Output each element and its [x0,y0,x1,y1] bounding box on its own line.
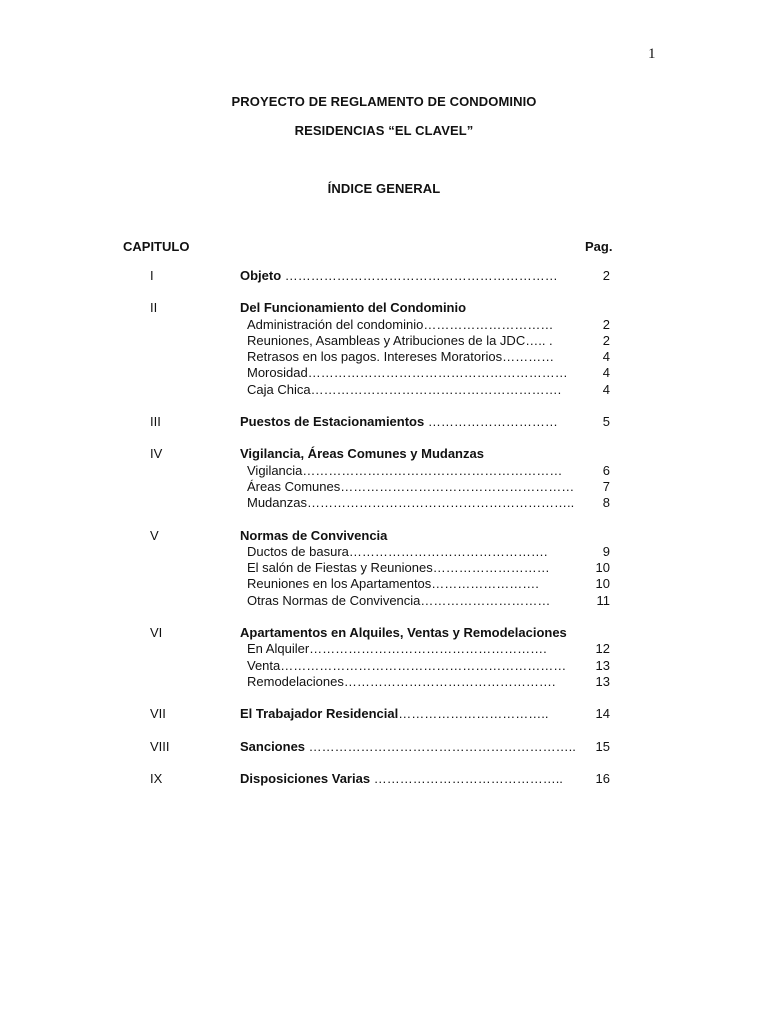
toc-chapter [0,446,768,511]
toc-entry [0,544,768,560]
entry-text: Venta………………………………………………………… [247,657,567,673]
toc-entry [0,495,768,511]
entry-text: Reuniones en los Apartamentos……………………. [247,576,539,592]
toc-entry [0,365,768,381]
chapter-number: VI [150,625,163,641]
page-ref: 13 [595,657,610,673]
toc-chapter [0,300,768,398]
toc-chapter [0,528,768,609]
entry-text: Otras Normas de Convivencia………………………… [247,592,551,608]
chapter-title-group [240,625,567,641]
chapter-title-line [0,771,768,787]
toc-entry [0,382,768,398]
chapter-title-line [0,706,768,722]
chapter-title: Sanciones [240,738,306,754]
chapter-title: Disposiciones Varias [240,770,371,786]
page-ref: 4 [602,349,610,365]
entry-text: En Alquiler………………………………………………. [247,641,547,657]
chapter-number: IX [150,770,163,786]
page-ref: 9 [602,543,610,559]
toc-entry [0,658,768,674]
chapter-title-group [240,446,484,462]
chapter-number: V [150,527,159,543]
chapter-title: Normas de Convivencia [240,527,388,543]
chapter-title: Objeto [240,268,282,283]
chapter-number: VII [150,706,166,722]
page-ref: 7 [602,478,610,494]
page-ref: 10 [595,576,610,592]
toc-chapter [0,739,768,755]
page-ref: 2 [602,332,610,348]
chapter-title-line [0,446,768,462]
leader-dots: …………………………….. [398,706,549,722]
page-ref: 12 [595,641,610,657]
page-ref: 8 [602,495,610,511]
toc-entry [0,641,768,657]
page-ref: 11 [596,592,610,608]
entry-text: Caja Chica…………………………………………………. [247,381,562,397]
entry-text: Reuniones, Asambleas y Atribuciones de la JDC….. . [247,332,553,348]
document-title: PROYECTO DE REGLAMENTO DE CONDOMINIO [231,94,537,109]
page-ref: 15 [595,738,610,754]
document-subtitle: RESIDENCIAS “EL CLAVEL” [294,123,474,138]
page-ref: 4 [602,365,610,381]
chapter-title-line [0,528,768,544]
chapter-number: I [150,268,154,283]
entry-text: Administración del condominio………………………… [247,316,554,332]
page-number: 1 [648,46,656,62]
page-ref: 6 [602,462,610,478]
page-ref: 2 [602,316,610,332]
page-ref: 2 [602,268,610,283]
entry-text: El salón de Fiestas y Reuniones……………………… [247,560,550,576]
entry-text: Mudanzas…………………………………………………….. [247,495,575,511]
entry-text: Retrasos en los pagos. Intereses Moratorios………… [247,349,555,365]
chapter-title-line [0,414,768,430]
chapter-title: Vigilancia, Áreas Comunes y Mudanzas [240,446,484,462]
toc-entry [0,560,768,576]
entry-text: Áreas Comunes……………………………………………… [247,478,575,494]
toc-entry [0,463,768,479]
toc-entry [0,593,768,609]
page-ref: 5 [602,414,610,430]
chapter-title-group [240,739,576,755]
page-column-header: Pag. [585,239,613,254]
toc-chapter [0,625,768,690]
toc-entry [0,674,768,690]
chapter-title-line [0,739,768,755]
chapter-column-header: CAPITULO [123,239,190,254]
chapter-title-line [0,268,768,284]
page-ref: 16 [595,770,610,786]
toc-chapter [0,414,768,430]
toc-entry [0,349,768,365]
page-ref: 4 [602,381,610,397]
chapter-title: Puestos de Estacionamientos [240,414,425,430]
entry-text: Morosidad…………………………………………………… [247,365,568,381]
toc-chapter [0,771,768,787]
chapter-title-group [240,528,387,544]
leader-dots: ……………………………………………………… [281,268,558,283]
chapter-number: III [150,414,161,430]
chapter-number: IV [150,446,163,462]
index-title: ÍNDICE GENERAL [327,181,441,196]
entry-text: Remodelaciones…………………………………………. [247,673,556,689]
chapter-title-group [240,268,558,284]
toc-entry [0,576,768,592]
chapter-title: El Trabajador Residencial [240,706,399,722]
page-ref: 14 [595,706,610,722]
toc-chapter [0,706,768,722]
entry-text: Vigilancia…………………………………………………… [247,462,563,478]
chapter-title-group [240,300,466,316]
page-ref: 10 [595,560,610,576]
chapter-title: Apartamentos en Alquiles, Ventas y Remodelaciones [240,625,567,641]
chapter-number: VIII [150,738,170,754]
chapter-number: II [150,300,158,316]
leader-dots: …………………………………………………….. [305,738,576,754]
chapter-title-line [0,300,768,316]
toc-entry [0,479,768,495]
entry-text: Ductos de basura………………………………………. [247,543,548,559]
toc-entry [0,333,768,349]
table-of-contents [0,268,768,803]
chapter-title-group [240,414,558,430]
chapter-title-line [0,625,768,641]
toc-entry [0,317,768,333]
page-ref: 13 [595,673,610,689]
toc-chapter [0,268,768,284]
chapter-title: Del Funcionamiento del Condominio [240,300,467,316]
chapter-title-group [240,771,563,787]
leader-dots: …………………………………….. [370,770,563,786]
leader-dots: ………………………… [424,414,558,430]
chapter-title-group [240,706,548,722]
